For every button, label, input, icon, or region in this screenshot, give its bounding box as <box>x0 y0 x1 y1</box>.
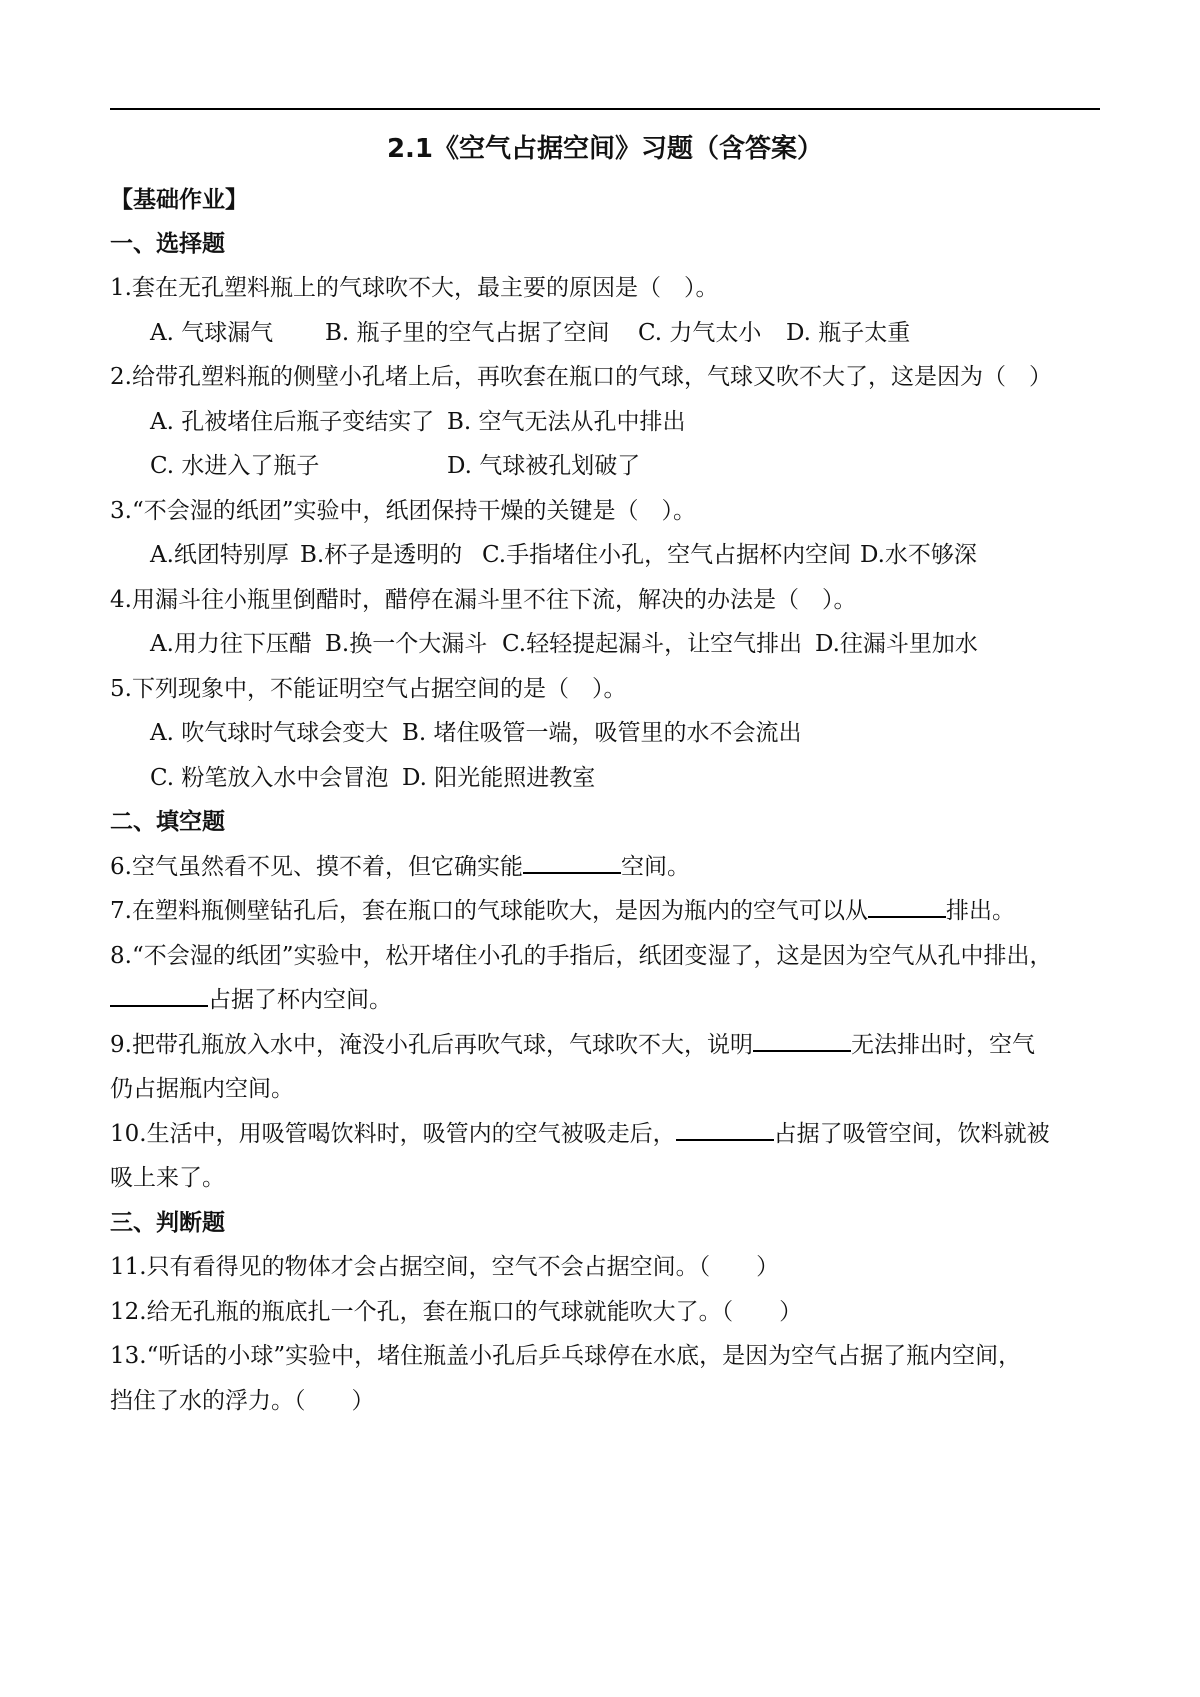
section-basic-heading: 【基础作业】 <box>110 187 248 213</box>
question-9-line-1 <box>110 1028 1035 1062</box>
question-6-text-before: 6.空气虽然看不见、摸不着，但它确实能 <box>110 854 523 880</box>
question-10-text-before: 10.生活中，用吸管喝饮料时，吸管内的空气被吸走后， <box>110 1121 676 1147</box>
question-2-stem: 2.给带孔塑料瓶的侧壁小孔堵上后，再吹套在瓶口的气球，气球又吹不大了，这是因为（ ） <box>110 364 1052 390</box>
question-1-option-b: B. 瓶子里的空气占据了空间 <box>325 320 610 346</box>
question-11: 11.只有看得见的物体才会占据空间，空气不会占据空间。（ ） <box>110 1254 780 1280</box>
question-2-option-c: C. 水进入了瓶子 <box>150 453 320 479</box>
question-5-option-d: D. 阳光能照进教室 <box>402 765 596 791</box>
question-9-line-2: 仍占据瓶内空间。 <box>110 1076 294 1102</box>
question-9-text-before: 9.把带孔瓶放入水中，淹没小孔后再吹气球，气球吹不大，说明 <box>110 1032 753 1058</box>
question-6-text-after: 空间。 <box>620 854 690 880</box>
part1-heading: 一、选择题 <box>110 231 225 257</box>
part2-heading: 二、填空题 <box>110 809 225 835</box>
question-13-line-2: 挡住了水的浮力。（ ） <box>110 1388 375 1414</box>
question-5-option-b: B. 堵住吸管一端，吸管里的水不会流出 <box>402 720 802 746</box>
question-10-line-1 <box>110 1117 1050 1151</box>
header-rule <box>110 108 1100 110</box>
question-3-option-c: C.手指堵住小孔，空气占据杯内空间 <box>482 542 852 568</box>
question-5-option-a: A. 吹气球时气球会变大 <box>150 720 389 746</box>
question-8-line-2 <box>110 983 392 1017</box>
question-1-option-c: C. 力气太小 <box>638 320 762 346</box>
question-2-option-a: A. 孔被堵住后瓶子变结实了 <box>150 409 435 435</box>
question-8-blank[interactable] <box>110 983 208 1007</box>
question-10-line-2: 吸上来了。 <box>110 1165 225 1191</box>
question-10-text-after: 占据了吸管空间，饮料就被 <box>773 1121 1050 1147</box>
question-6 <box>110 850 690 884</box>
question-8-text-after: 占据了杯内空间。 <box>208 987 392 1013</box>
part3-heading: 三、判断题 <box>110 1210 225 1236</box>
question-4-stem: 4.用漏斗往小瓶里倒醋时，醋停在漏斗里不往下流，解决的办法是（ ）。 <box>110 587 857 613</box>
question-4-option-a: A.用力往下压醋 <box>150 631 312 657</box>
question-1-option-d: D. 瓶子太重 <box>786 320 911 346</box>
question-9-blank[interactable] <box>753 1028 851 1052</box>
question-3-option-d: D.水不够深 <box>860 542 977 568</box>
question-7-text-after: 排出。 <box>945 898 1015 924</box>
question-4-option-b: B.换一个大漏斗 <box>325 631 488 657</box>
question-7-blank[interactable] <box>868 894 946 918</box>
question-4-option-d: D.往漏斗里加水 <box>815 631 978 657</box>
question-13-line-1: 13.“听话的小球”实验中，堵住瓶盖小孔后乒乓球停在水底，是因为空气占据了瓶内空间， <box>110 1343 1022 1369</box>
question-1-option-a: A. 气球漏气 <box>150 320 274 346</box>
question-5-option-c: C. 粉笔放入水中会冒泡 <box>150 765 389 791</box>
question-10-blank[interactable] <box>676 1117 774 1141</box>
question-4-option-c: C.轻轻提起漏斗，让空气排出 <box>502 631 803 657</box>
question-3-stem: 3.“不会湿的纸团”实验中，纸团保持干燥的关键是（ ）。 <box>110 498 696 524</box>
page-title: 2.1《空气占据空间》习题（含答案） <box>386 134 824 164</box>
question-2-option-b: B. 空气无法从孔中排出 <box>447 409 686 435</box>
question-6-blank[interactable] <box>523 850 621 874</box>
question-8-line-1: 8.“不会湿的纸团”实验中，松开堵住小孔的手指后，纸团变湿了，这是因为空气从孔中排出， <box>110 943 1053 969</box>
question-1-stem: 1.套在无孔塑料瓶上的气球吹不大，最主要的原因是（ ）。 <box>110 275 719 301</box>
question-12: 12.给无孔瓶的瓶底扎一个孔，套在瓶口的气球就能吹大了。（ ） <box>110 1299 803 1325</box>
question-2-option-d: D. 气球被孔划破了 <box>447 453 641 479</box>
question-3-option-a: A.纸团特别厚 <box>150 542 289 568</box>
question-7 <box>110 894 1015 928</box>
question-5-stem: 5.下列现象中，不能证明空气占据空间的是（ ）。 <box>110 676 627 702</box>
question-7-text-before: 7.在塑料瓶侧壁钻孔后，套在瓶口的气球能吹大，是因为瓶内的空气可以从 <box>110 898 868 924</box>
question-9-text-after: 无法排出时，空气 <box>850 1032 1035 1058</box>
question-3-option-b: B.杯子是透明的 <box>300 542 463 568</box>
